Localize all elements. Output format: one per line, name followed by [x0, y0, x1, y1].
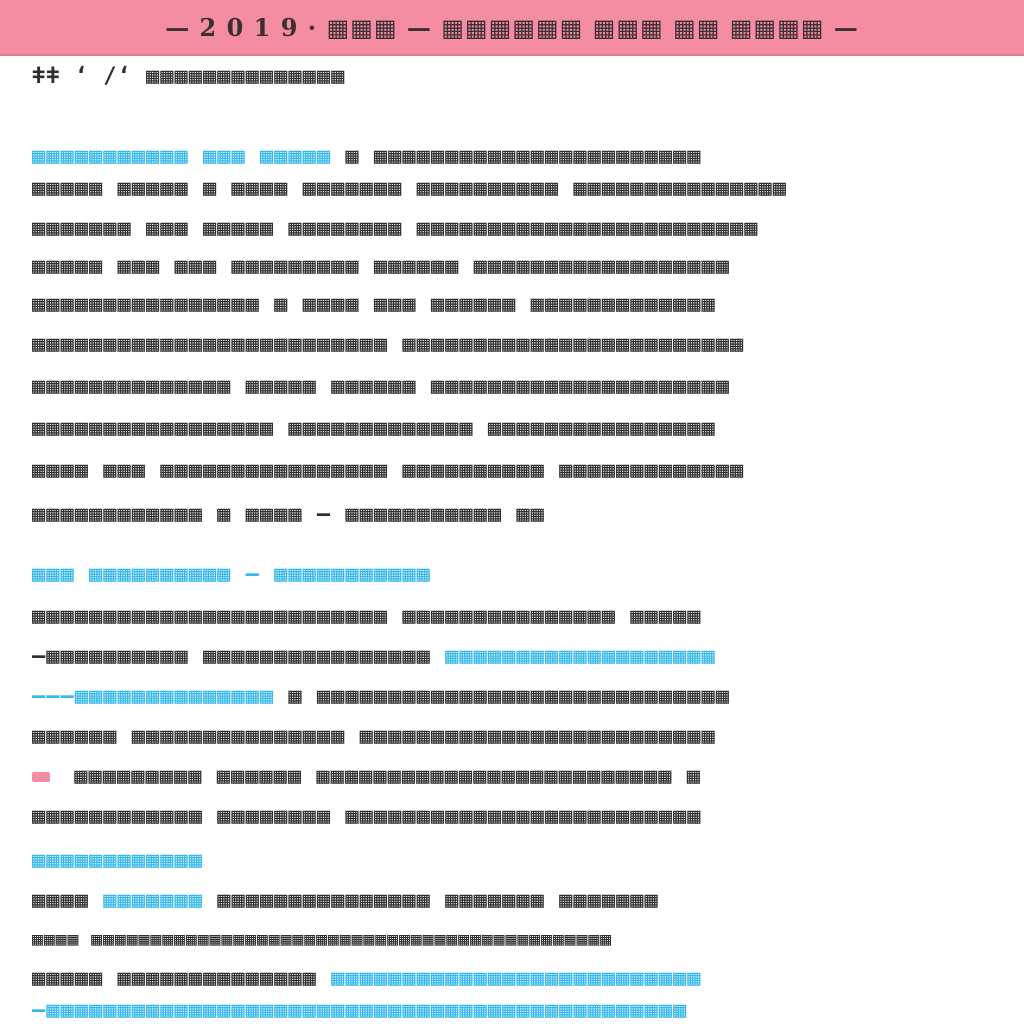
body-line-20-part-2: ▦▦▦▦▦▦▦: [103, 888, 203, 913]
header-text: — 2 0 1 9 · ▦▦▦ — ▦▦▦▦▦▦ ▦▦▦ ▦▦ ▦▦▦▦ —: [165, 12, 859, 42]
pink-marker: [32, 772, 50, 782]
body-line-22: [32, 966, 992, 992]
body-line-14-part-2: ▦▦▦▦▦▦▦▦▦▦▦▦▦▦▦▦▦▦▦: [445, 644, 716, 669]
body-line-8: ▦▦▦▦▦▦▦▦▦▦▦▦▦▦ ▦▦▦▦▦ ▦▦▦▦▦▦ ▦▦▦▦▦▦▦▦▦▦▦▦▦▦▦▦▦▦▦▦▦: [32, 374, 731, 399]
body-line-23: —▦▦▦▦▦▦▦▦▦▦▦▦▦▦▦▦▦▦▦▦▦▦▦▦▦▦▦▦▦▦▦▦▦▦▦▦▦▦▦▦▦▦▦▦▦: [32, 998, 688, 1023]
body-line-2: [32, 144, 992, 170]
body-line-13: ▦▦▦▦▦▦▦▦▦▦▦▦▦▦▦▦▦▦▦▦▦▦▦▦▦ ▦▦▦▦▦▦▦▦▦▦▦▦▦▦▦ ▦▦▦▦▦: [32, 604, 702, 629]
body-line-12-part-1: ▦▦▦ ▦▦▦▦▦▦▦▦▦▦ —: [32, 562, 260, 587]
body-line-14: [32, 644, 992, 670]
body-line-2-part-2: ▦▦▦ ▦▦▦▦▦: [202, 144, 332, 169]
body-line-15: [32, 684, 992, 710]
body-line-17: [32, 764, 992, 790]
body-line-20: [32, 888, 992, 914]
body-line-3: ▦▦▦▦▦ ▦▦▦▦▦ ▦ ▦▦▦▦ ▦▦▦▦▦▦▦ ▦▦▦▦▦▦▦▦▦▦ ▦▦▦▦▦▦▦▦▦▦▦▦▦▦▦: [32, 176, 787, 201]
body-content: [0, 56, 1024, 1024]
body-line-11: ▦▦▦▦▦▦▦▦▦▦▦▦ ▦ ▦▦▦▦ — ▦▦▦▦▦▦▦▦▦▦▦ ▦▦: [32, 502, 545, 527]
body-line-22-part-1: ▦▦▦▦▦ ▦▦▦▦▦▦▦▦▦▦▦▦▦▦: [32, 966, 317, 991]
body-line-21: ▦▦▦▦ ▦▦▦▦▦▦▦▦▦▦▦▦▦▦▦▦▦▦▦▦▦▦▦▦▦▦▦▦▦▦▦▦▦▦▦▦▦▦▦▦▦▦▦▦: [32, 929, 613, 950]
body-line-20-part-1: ▦▦▦▦: [32, 888, 89, 913]
body-line-9: ▦▦▦▦▦▦▦▦▦▦▦▦▦▦▦▦▦ ▦▦▦▦▦▦▦▦▦▦▦▦▦ ▦▦▦▦▦▦▦▦▦▦▦▦▦▦▦▦: [32, 416, 716, 441]
body-line-10: ▦▦▦▦ ▦▦▦ ▦▦▦▦▦▦▦▦▦▦▦▦▦▦▦▦ ▦▦▦▦▦▦▦▦▦▦ ▦▦▦▦▦▦▦▦▦▦▦▦▦: [32, 458, 745, 483]
body-line-16: ▦▦▦▦▦▦ ▦▦▦▦▦▦▦▦▦▦▦▦▦▦▦ ▦▦▦▦▦▦▦▦▦▦▦▦▦▦▦▦▦▦▦▦▦▦▦▦▦: [32, 724, 716, 749]
body-line-1: ǂǂ ʻ /ʻ ▦▦▦▦▦▦▦▦▦▦▦▦▦▦: [32, 64, 346, 89]
body-line-18: ▦▦▦▦▦▦▦▦▦▦▦▦ ▦▦▦▦▦▦▦▦ ▦▦▦▦▦▦▦▦▦▦▦▦▦▦▦▦▦▦▦▦▦▦▦▦▦: [32, 804, 702, 829]
body-line-19: ▦▦▦▦▦▦▦▦▦▦▦▦: [32, 848, 203, 873]
body-line-6: ▦▦▦▦▦▦▦▦▦▦▦▦▦▦▦▦ ▦ ▦▦▦▦ ▦▦▦ ▦▦▦▦▦▦ ▦▦▦▦▦▦▦▦▦▦▦▦▦: [32, 292, 716, 317]
body-line-14-part-1: —▦▦▦▦▦▦▦▦▦▦ ▦▦▦▦▦▦▦▦▦▦▦▦▦▦▦▦: [32, 644, 431, 669]
body-line-2-part-1: ▦▦▦▦▦▦▦▦▦▦▦: [32, 144, 189, 169]
body-line-5: ▦▦▦▦▦ ▦▦▦ ▦▦▦ ▦▦▦▦▦▦▦▦▦ ▦▦▦▦▦▦ ▦▦▦▦▦▦▦▦▦▦▦▦▦▦▦▦▦▦: [32, 254, 731, 279]
body-line-20-part-3: ▦▦▦▦▦▦▦▦▦▦▦▦▦▦▦ ▦▦▦▦▦▦▦ ▦▦▦▦▦▦▦: [217, 888, 659, 913]
body-line-4: ▦▦▦▦▦▦▦ ▦▦▦ ▦▦▦▦▦ ▦▦▦▦▦▦▦▦ ▦▦▦▦▦▦▦▦▦▦▦▦▦▦▦▦▦▦▦▦▦▦▦▦: [32, 216, 759, 241]
body-line-15-part-2: ▦ ▦▦▦▦▦▦▦▦▦▦▦▦▦▦▦▦▦▦▦▦▦▦▦▦▦▦▦▦▦: [288, 684, 731, 709]
body-line-7: ▦▦▦▦▦▦▦▦▦▦▦▦▦▦▦▦▦▦▦▦▦▦▦▦▦ ▦▦▦▦▦▦▦▦▦▦▦▦▦▦▦▦▦▦▦▦▦▦▦▦: [32, 332, 745, 357]
body-line-2-part-3: ▦ ▦▦▦▦▦▦▦▦▦▦▦▦▦▦▦▦▦▦▦▦▦▦▦: [345, 144, 702, 169]
body-line-17-text: ▦▦▦▦▦▦▦▦▦ ▦▦▦▦▦▦ ▦▦▦▦▦▦▦▦▦▦▦▦▦▦▦▦▦▦▦▦▦▦▦▦▦ ▦: [74, 764, 702, 789]
body-line-22-part-2: ▦▦▦▦▦▦▦▦▦▦▦▦▦▦▦▦▦▦▦▦▦▦▦▦▦▦: [331, 966, 702, 991]
body-line-12-part-2: ▦▦▦▦▦▦▦▦▦▦▦: [274, 562, 431, 587]
header-bar: [0, 0, 1024, 56]
body-line-12: [32, 562, 992, 588]
body-line-15-part-1: ———▦▦▦▦▦▦▦▦▦▦▦▦▦▦: [32, 684, 275, 709]
